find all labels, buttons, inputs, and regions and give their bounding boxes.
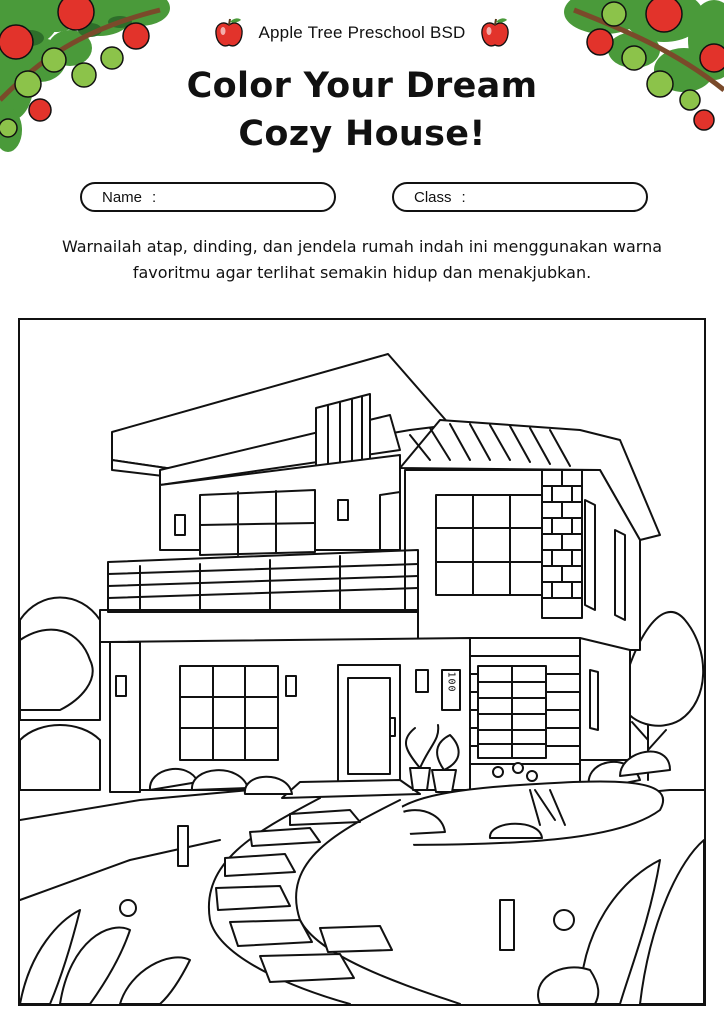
instruction-text: Warnailah atap, dinding, dan jendela rumah indah ini menggunakan warna favoritmu agar terlihat semakin hidup dan menakjubkan. [61,237,663,282]
class-label: Class [414,188,452,206]
school-header [0,20,724,46]
title-line-1: Color Your Dream [186,66,538,106]
name-label: Name [102,188,143,206]
name-separator: : [152,188,157,206]
front-steps [282,780,420,798]
class-separator: : [461,188,466,206]
upper-right-wall [405,470,640,650]
brick-column [542,470,582,618]
apple-icon [480,17,510,49]
class-field[interactable] [392,182,648,212]
coloring-frame [18,318,706,1006]
title-line-2: Cozy House! [238,114,486,154]
background-shrubs [20,598,100,791]
house-coloring-illustration [20,320,704,1004]
name-field[interactable] [80,182,336,212]
house-number: 100 [445,671,457,693]
balcony [100,550,418,642]
school-name: Apple Tree Preschool BSD [258,23,466,42]
page-title [0,62,724,158]
apple-icon [214,17,244,49]
